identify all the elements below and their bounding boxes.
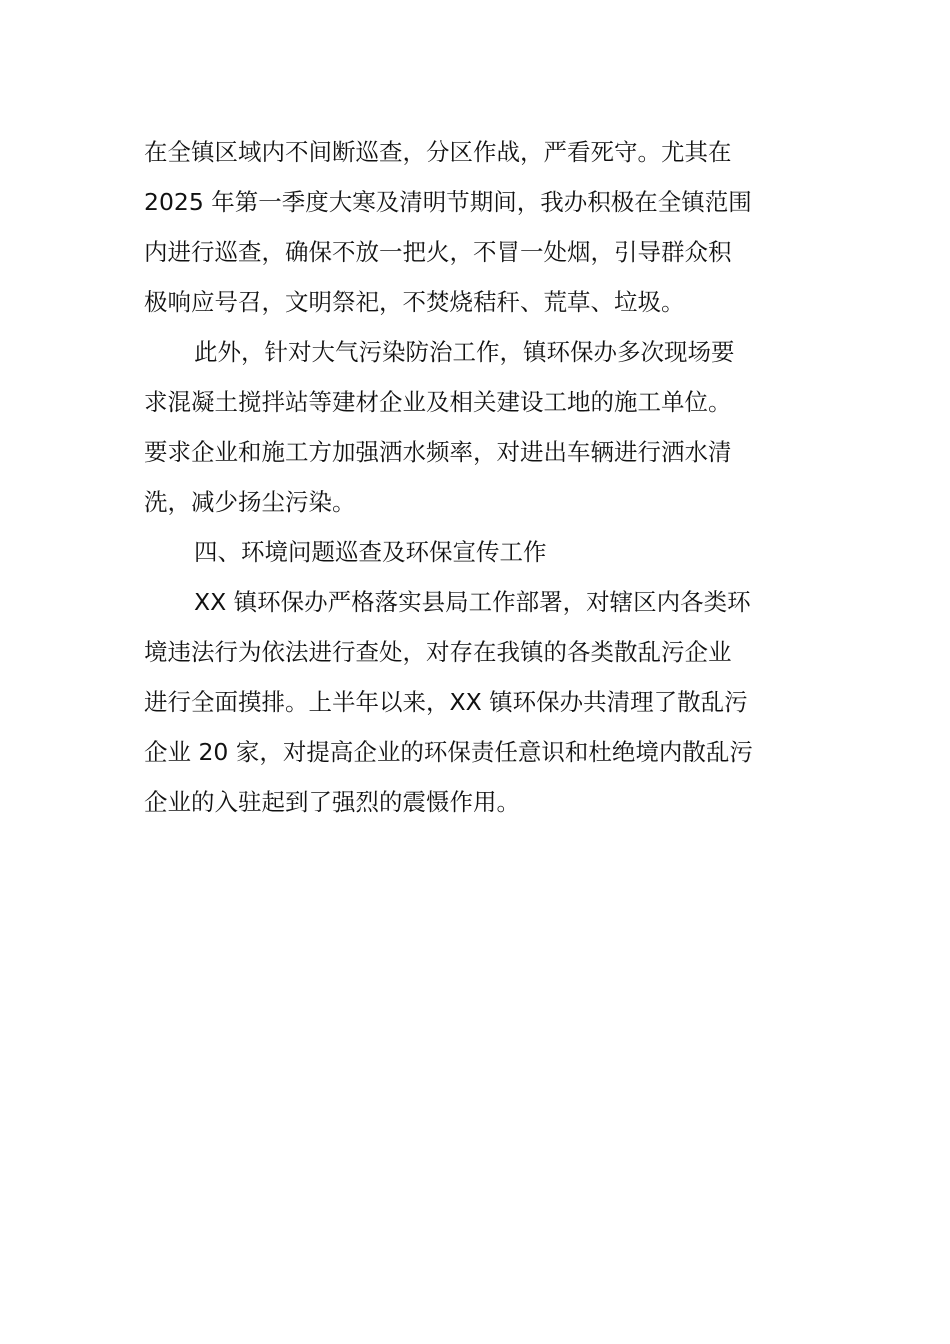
text-line: 要求企业和施工方加强洒水频率，对进出车辆进行洒水清 xyxy=(144,438,732,466)
paragraph-continuation xyxy=(144,127,814,327)
text-line: 境违法行为依法进行查处，对存在我镇的各类散乱污企业 xyxy=(144,638,732,666)
paragraph-air-pollution xyxy=(144,327,814,527)
text-line: 在全镇区域内不间断巡查，分区作战，严看死守。尤其在 xyxy=(144,138,732,166)
text-line: 企业 20 家，对提高企业的环保责任意识和杜绝境内散乱污 xyxy=(144,738,753,766)
text-line: 内进行巡查，确保不放一把火，不冒一处烟，引导群众积 xyxy=(144,238,732,266)
text-line: 此外，针对大气污染防治工作，镇环保办多次现场要 xyxy=(194,338,735,366)
text-line: 企业的入驻起到了强烈的震慑作用。 xyxy=(144,788,520,816)
text-line: 极响应号召，文明祭祀，不焚烧秸秆、荒草、垃圾。 xyxy=(144,288,685,316)
text-line: XX 镇环保办严格落实县局工作部署，对辖区内各类环 xyxy=(194,588,751,616)
text-line: 2025 年第一季度大寒及清明节期间，我办积极在全镇范围 xyxy=(144,188,752,216)
text-line: 洗，减少扬尘污染。 xyxy=(144,488,356,516)
text-line: 进行全面摸排。上半年以来，XX 镇环保办共清理了散乱污 xyxy=(144,688,748,716)
paragraph-enterprise-cleanup xyxy=(144,577,814,827)
section-heading xyxy=(144,527,814,577)
document-body xyxy=(144,127,814,827)
heading-line: 四、环境问题巡查及环保宣传工作 xyxy=(194,538,547,566)
text-line: 求混凝土搅拌站等建材企业及相关建设工地的施工单位。 xyxy=(144,388,732,416)
